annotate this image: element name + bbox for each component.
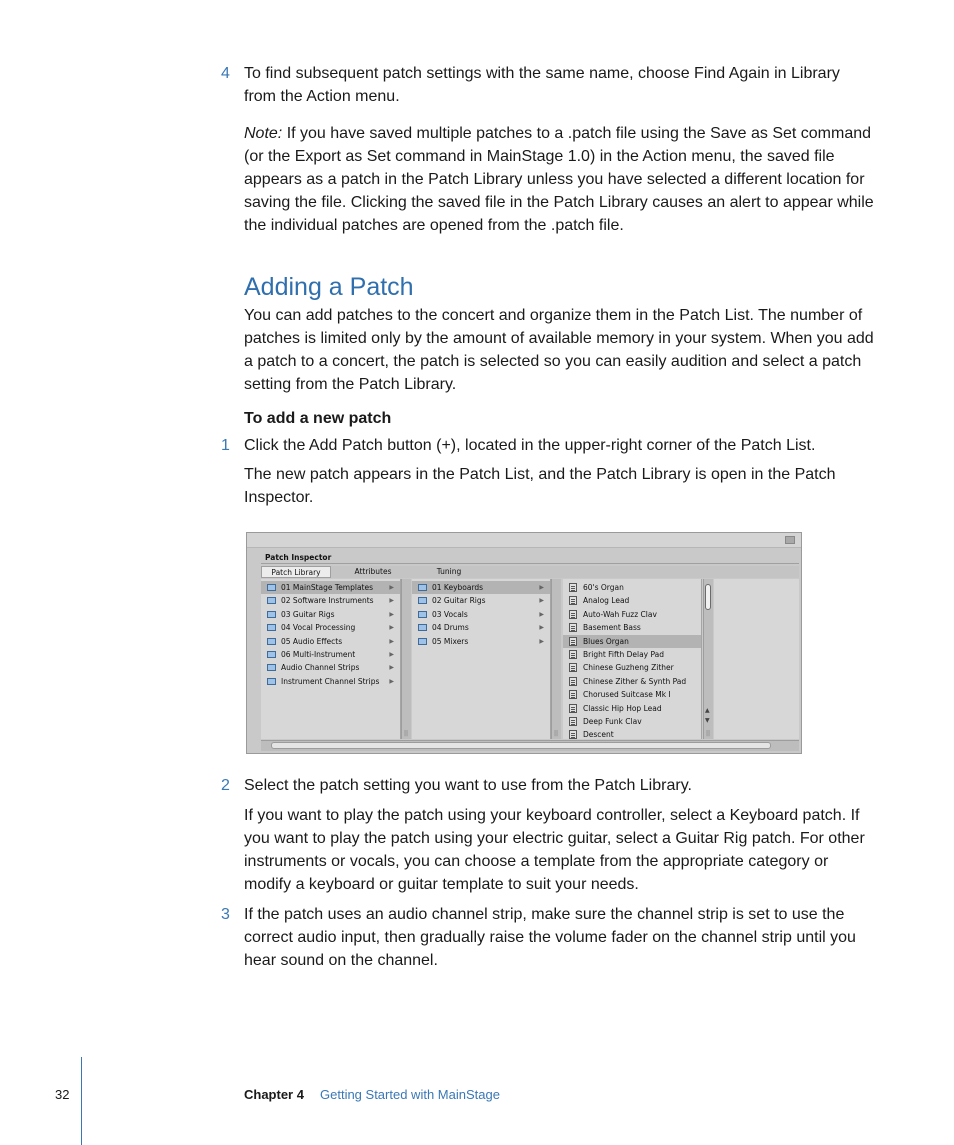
- note-paragraph: [244, 122, 876, 237]
- disclosure-arrow-icon: ▶: [389, 597, 394, 605]
- collapse-button[interactable]: [785, 536, 795, 544]
- disclosure-arrow-icon: ▶: [389, 650, 394, 658]
- horizontal-scrollbar[interactable]: [261, 740, 799, 751]
- step-result: If you want to play the patch using your keyboard controller, select a Keyboard patch. If you want to play the patch using your electric guitar, select a Guitar Rig patch. For other instruments or vocals, you can choose a template from the appropriate category or modify a keyboard or guitar template to suit your needs.: [244, 807, 865, 893]
- column-resize-handle[interactable]: ||: [554, 730, 559, 737]
- list-item[interactable]: Bright Fifth Delay Pad: [563, 648, 701, 661]
- disclosure-arrow-icon: ▶: [389, 610, 394, 618]
- list-item[interactable]: 04 Drums ▶: [412, 621, 550, 634]
- list-item[interactable]: 06 Multi-Instrument ▶: [261, 648, 400, 661]
- folder-icon: [418, 611, 427, 618]
- list-item[interactable]: Analog Lead: [563, 594, 701, 607]
- folder-icon: [267, 597, 276, 604]
- scroll-up-arrow-icon[interactable]: ▲: [705, 707, 710, 714]
- list-item[interactable]: Audio Channel Strips ▶: [261, 661, 400, 674]
- category-column: [261, 579, 401, 739]
- section-intro: You can add patches to the concert and organize them in the Patch List. The number of patches is limited only by the amount of available memory in your system. When you add a patch to a concert, the patch is selected so you can easily audition and select a patch setting from the Patch Library.: [244, 307, 874, 393]
- scroll-thumb[interactable]: [705, 584, 711, 610]
- list-item[interactable]: 03 Vocals ▶: [412, 608, 550, 621]
- disclosure-arrow-icon: ▶: [539, 610, 544, 618]
- patch-file-icon: [569, 690, 577, 699]
- folder-icon: [418, 638, 427, 645]
- step-text: If the patch uses an audio channel strip, make sure the channel strip is set to use the correct audio input, then gradually raise the volume fader on the channel strip until you hear sound on the channel.: [244, 906, 856, 969]
- list-item[interactable]: Blues Organ: [563, 635, 701, 648]
- list-item[interactable]: 02 Guitar Rigs ▶: [412, 594, 550, 607]
- column-resize-handle[interactable]: ||: [706, 730, 711, 737]
- disclosure-arrow-icon: ▶: [389, 637, 394, 645]
- page-number: 32: [55, 1087, 70, 1102]
- step-number: 2: [221, 777, 230, 794]
- column-resize-handle[interactable]: ||: [404, 730, 409, 737]
- list-item[interactable]: Classic Hip Hop Lead: [563, 702, 701, 715]
- folder-icon: [267, 664, 276, 671]
- step-number: 3: [221, 906, 230, 923]
- patch-file-icon: [569, 650, 577, 659]
- folder-icon: [267, 638, 276, 645]
- folder-icon: [267, 624, 276, 631]
- list-item[interactable]: Chorused Suitcase Mk I: [563, 688, 701, 701]
- step-number: 4: [221, 65, 230, 82]
- disclosure-arrow-icon: ▶: [539, 584, 544, 591]
- inspector-title: Patch Inspector: [265, 553, 332, 562]
- disclosure-arrow-icon: ▶: [539, 597, 544, 605]
- folder-icon: [418, 624, 427, 631]
- step-number: 1: [221, 437, 230, 454]
- folder-icon: [267, 678, 276, 685]
- patch-scrollbar[interactable]: [703, 579, 713, 739]
- subcategory-scrollbar[interactable]: [551, 579, 561, 739]
- patch-file-icon: [569, 637, 577, 646]
- list-item[interactable]: Instrument Channel Strips ▶: [261, 675, 400, 688]
- folder-icon: [418, 597, 427, 604]
- tab-attributes[interactable]: Attributes: [354, 567, 392, 576]
- list-item[interactable]: 02 Software Instruments ▶: [261, 594, 400, 607]
- patch-file-icon: [569, 704, 577, 713]
- list-item[interactable]: Descent: [563, 728, 701, 739]
- step-text: To find subsequent patch settings with the same name, choose Find Again in Library from the Action menu.: [244, 65, 840, 105]
- list-item[interactable]: 60's Organ: [563, 581, 701, 594]
- list-item[interactable]: Deep Funk Clav: [563, 715, 701, 728]
- disclosure-arrow-icon: ▶: [389, 677, 394, 685]
- step-text: Click the Add Patch button (+), located in the upper-right corner of the Patch List.: [244, 437, 816, 454]
- note-label: Note:: [244, 125, 283, 142]
- patch-file-icon: [569, 596, 577, 605]
- patch-file-icon: [569, 677, 577, 686]
- folder-icon: [418, 584, 427, 591]
- empty-column: [714, 579, 799, 739]
- scroll-down-arrow-icon[interactable]: ▼: [705, 717, 710, 724]
- inspector-title-bar: [261, 551, 799, 564]
- list-item[interactable]: 03 Guitar Rigs ▶: [261, 608, 400, 621]
- patch-file-icon: [569, 663, 577, 672]
- inspector-tabs: [261, 566, 799, 578]
- disclosure-arrow-icon: ▶: [389, 584, 394, 591]
- footer-chapter-title: Getting Started with MainStage: [320, 1087, 500, 1102]
- disclosure-arrow-icon: ▶: [389, 624, 394, 632]
- disclosure-arrow-icon: ▶: [539, 624, 544, 632]
- patch-column: [563, 579, 702, 739]
- disclosure-arrow-icon: ▶: [389, 664, 394, 672]
- folder-icon: [267, 584, 276, 591]
- subcategory-column: [412, 579, 551, 739]
- patch-file-icon: [569, 717, 577, 726]
- task-heading: To add a new patch: [244, 410, 392, 427]
- list-item[interactable]: Auto-Wah Fuzz Clav: [563, 608, 701, 621]
- footer-chapter: Chapter 4: [244, 1087, 304, 1102]
- note-text: If you have saved multiple patches to a .patch file using the Save as Set command (or the Export as Set command in MainStage 1.0) in the Action menu, the saved file appears as a patch in the Patch Library unless you have selected a different location for saving the file. Clicking the saved file in the Patch Library causes an alert to appear while the individual patches are opened from the .patch file.: [244, 125, 874, 234]
- patch-file-icon: [569, 623, 577, 632]
- patch-file-icon: [569, 730, 577, 739]
- list-item[interactable]: Basement Bass: [563, 621, 701, 634]
- step-text: Select the patch setting you want to use from the Patch Library.: [244, 777, 692, 794]
- list-item[interactable]: Chinese Guzheng Zither: [563, 661, 701, 674]
- folder-icon: [267, 651, 276, 658]
- tab-tuning[interactable]: Tuning: [436, 567, 462, 576]
- disclosure-arrow-icon: ▶: [539, 637, 544, 645]
- patch-file-icon: [569, 583, 577, 592]
- list-item[interactable]: 01 Keyboards ▶: [412, 581, 550, 594]
- folder-icon: [267, 611, 276, 618]
- patch-file-icon: [569, 610, 577, 619]
- category-scrollbar[interactable]: [401, 579, 411, 739]
- list-item[interactable]: 01 MainStage Templates ▶: [261, 581, 400, 594]
- step-result: The new patch appears in the Patch List, and the Patch Library is open in the Patch Inspector.: [244, 466, 836, 506]
- tab-patch-library[interactable]: Patch Library: [261, 566, 331, 578]
- scroll-thumb[interactable]: [271, 742, 771, 749]
- footer-rule: [81, 1057, 82, 1145]
- list-item[interactable]: Chinese Zither & Synth Pad: [563, 675, 701, 688]
- patch-inspector-screenshot: [246, 532, 802, 754]
- inspector-top-bar: [247, 533, 801, 548]
- list-item[interactable]: 04 Vocal Processing ▶: [261, 621, 400, 634]
- section-heading: Adding a Patch: [244, 273, 414, 301]
- list-item[interactable]: 05 Audio Effects ▶: [261, 635, 400, 648]
- list-item[interactable]: 05 Mixers ▶: [412, 635, 550, 648]
